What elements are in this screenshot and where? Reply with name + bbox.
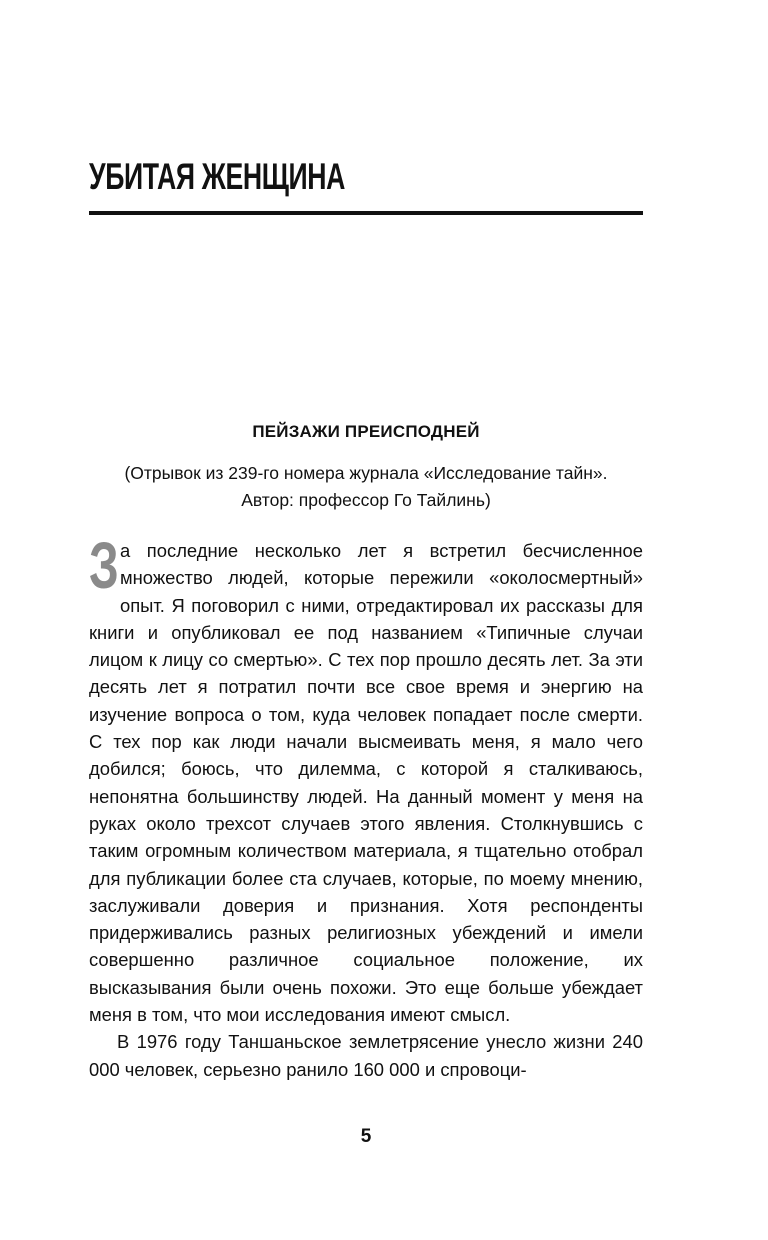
source-note-line-1: (Отрывок из 239-го номера журнала «Исследование тайн». [124,463,608,483]
source-note-line-2: Автор: профессор Го Тайлинь) [241,490,491,510]
paragraph-1 [89,528,643,1028]
body-text [89,528,643,1083]
section-heading: ПЕЙЗАЖИ ПРЕИСПОДНЕЙ [252,422,480,441]
source-note [89,460,643,514]
drop-cap: З [89,528,119,602]
chapter-title: УБИТАЯ ЖЕНЩИНА [89,156,346,197]
paragraph-2: В 1976 году Таншаньское землетрясение унесло жизни 240 000 человек, серьезно ранило 160 000 и спровоци- [89,1031,643,1080]
page-number: 5 [360,1126,372,1147]
title-rule [89,211,643,215]
paragraph-1-text: а последние несколько лет я встретил бесчисленное множество людей, которые пережили «околосмертный» опыт. Я поговорил с ними, отредактировал их рассказы для книги и опубликовал ее под названием «Типичные случаи лицом к лицу со смертью». С тех пор прошло десять лет. За эти десять лет я потратил почти все свое время и энергию на изучение вопроса о том, куда человек попадает после смерти. С тех пор как люди начали высмеивать меня, я мало чего добился; боюсь, что дилемма, с которой я сталкиваюсь, непонятна большинству людей. На данный момент у меня на руках около трехсот случаев этого явления. Столкнувшись с таким огромным количеством материала, я тщательно отобрал для публикации более ста случаев, которые, по моему мнению, заслуживали доверия и признания. Хотя респонденты придерживались разных религиозных убеждений и имели совершенно различное социальное положение, их высказывания были очень похожи. Это еще больше убеждает меня в том, что мои исследования имеют смысл. [89,540,643,1026]
